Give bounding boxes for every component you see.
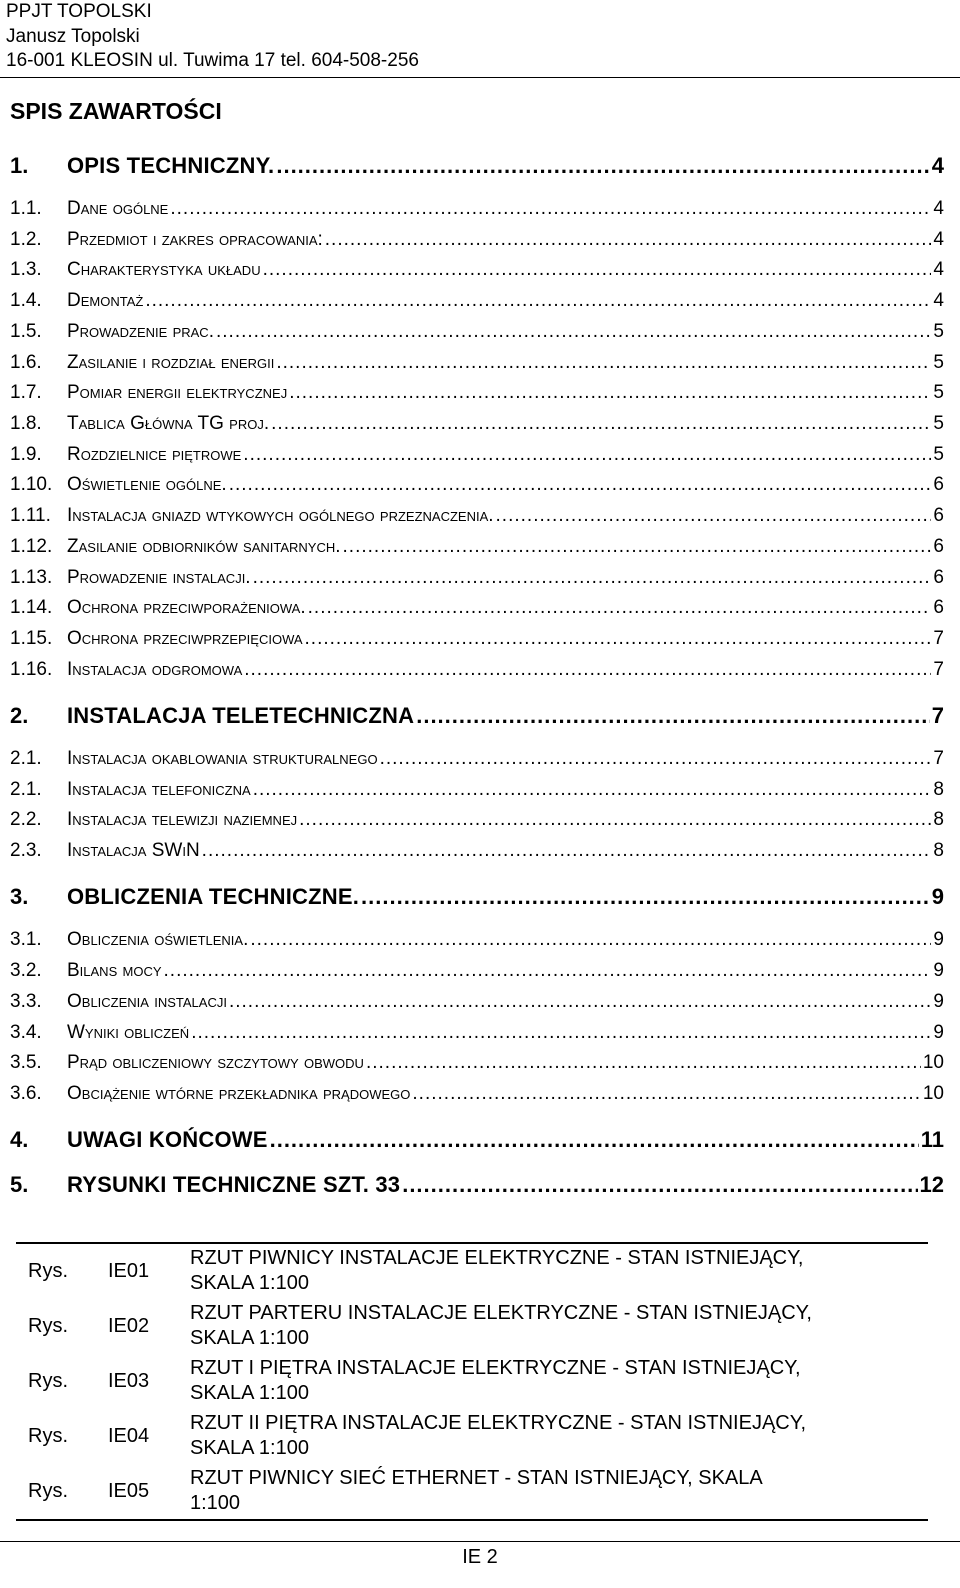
toc-leader-dots [250, 929, 931, 951]
toc-entry-number: 1.13. [10, 567, 53, 588]
toc-leader-dots [380, 748, 932, 770]
drawing-prefix: Rys. [16, 1464, 108, 1520]
toc-leader-dots [253, 567, 932, 589]
toc-entry-title: Ochrona przeciwporażeniowa. [67, 597, 306, 618]
toc-leader-dots [361, 884, 930, 910]
toc-entry[interactable] [10, 1022, 944, 1044]
toc-entry[interactable] [10, 703, 944, 729]
toc-entry-page: 9 [933, 960, 944, 981]
drawing-row [16, 1354, 928, 1409]
toc-entry[interactable] [10, 505, 944, 527]
toc-entry[interactable] [10, 991, 944, 1013]
toc-entry-title: Obciążenie wtórne przekładnika prądowego [67, 1083, 411, 1104]
drawing-row [16, 1243, 928, 1299]
company-address: 16-001 KLEOSIN ul. Tuwima 17 tel. 604-508-256 [6, 50, 419, 71]
toc-entry-page: 9 [933, 929, 944, 950]
toc-leader-dots [276, 352, 931, 374]
toc-entry-title: Przedmiot i zakres opracowania: [67, 229, 323, 250]
toc-entry-page: 4 [933, 290, 944, 311]
toc-entry-title: Instalacja odgromowa [67, 659, 243, 680]
toc-entry-page: 7 [933, 659, 944, 680]
toc-entry-page: 12 [919, 1172, 944, 1197]
toc-leader-dots [202, 840, 932, 862]
drawing-description [186, 1299, 928, 1354]
toc-entry[interactable] [10, 1083, 944, 1105]
drawing-prefix: Rys. [28, 1314, 68, 1337]
toc-entry-number: 1.9. [10, 444, 42, 465]
toc-entry-page: 4 [931, 153, 944, 178]
toc-entry[interactable] [10, 290, 944, 312]
toc-entry-page: 10 [922, 1083, 944, 1104]
toc-entry-number: 1.10. [10, 474, 53, 495]
toc-entry-number: 4. [10, 1127, 29, 1152]
toc-entry-title: Zasilanie odbiorników sanitarnych. [67, 536, 341, 557]
toc-entry[interactable] [10, 382, 944, 404]
toc-entry-title: Instalacja telewizji naziemnej [67, 809, 298, 830]
toc-leader-dots [276, 153, 929, 179]
drawing-row [16, 1299, 928, 1354]
toc-entry-number: 2.3. [10, 840, 42, 861]
drawings-list [16, 1242, 928, 1521]
company-name: PPJT TOPOLSKI [6, 1, 152, 22]
toc-entry-title: Wyniki obliczeń [67, 1022, 190, 1043]
toc-entry-title: INSTALACJA TELETECHNICZNA [67, 703, 415, 728]
toc-entry-title: Ochrona przeciwprzepięciowa [67, 628, 303, 649]
toc-entry[interactable] [10, 840, 944, 862]
owner-name: Janusz Topolski [6, 25, 140, 47]
toc-entry[interactable] [10, 352, 944, 374]
drawing-prefix: Rys. [16, 1243, 108, 1299]
toc-entry-page: 8 [933, 779, 944, 800]
toc-entry-page: 9 [933, 1022, 944, 1043]
footer-divider [0, 1541, 960, 1542]
toc-entry-page: 5 [933, 321, 944, 342]
toc-entry-number: 2.2. [10, 809, 42, 830]
toc-entry-page: 6 [933, 536, 944, 557]
toc-entry-number: 5. [10, 1172, 29, 1197]
toc-entry-number: 1. [10, 153, 29, 178]
drawing-prefix: Rys. [28, 1424, 68, 1447]
toc-entry[interactable] [10, 779, 944, 801]
toc-entry-number: 1.7. [10, 382, 42, 403]
drawing-description [186, 1409, 928, 1464]
toc-entry[interactable] [10, 474, 944, 496]
toc-entry-number: 3.2. [10, 960, 42, 981]
toc-entry-number: 1.4. [10, 290, 42, 311]
toc-entry-number: 1.5. [10, 321, 42, 342]
toc-entry-number: 2. [10, 703, 29, 728]
drawing-description-line2: SKALA 1:100 [190, 1327, 309, 1349]
toc-entry-page: 10 [922, 1052, 944, 1073]
toc-entry[interactable] [10, 567, 944, 589]
toc-leader-dots [164, 960, 932, 982]
toc-entry[interactable] [10, 929, 944, 951]
toc-entry[interactable] [10, 1172, 944, 1198]
toc-entry[interactable] [10, 960, 944, 982]
toc-entry-page: 5 [933, 352, 944, 373]
toc-entry[interactable] [10, 321, 944, 343]
toc-entry[interactable] [10, 597, 944, 619]
toc-entry-title: Prowadzenie prac. [67, 321, 214, 342]
toc-entry-title: Pomiar energii elektrycznej [67, 382, 288, 403]
toc-entry-title: UWAGI KOŃCOWE [67, 1127, 268, 1152]
drawing-description-line2: SKALA 1:100 [190, 1382, 309, 1404]
toc-leader-dots [216, 321, 931, 343]
drawing-row [16, 1409, 928, 1464]
toc-leader-dots [170, 198, 931, 220]
toc-entry-page: 4 [933, 198, 944, 219]
toc-entry-page: 9 [933, 991, 944, 1012]
toc-entry[interactable] [10, 748, 944, 770]
toc-entry-number: 1.14. [10, 597, 53, 618]
drawing-code: IE05 [108, 1464, 186, 1520]
toc-entry-page: 7 [933, 628, 944, 649]
toc-entry-number: 1.16. [10, 659, 53, 680]
toc-entry-page: 6 [933, 474, 944, 495]
toc-entry-page: 6 [933, 567, 944, 588]
drawing-description [186, 1464, 928, 1520]
toc-entry-title: Zasilanie i rozdział energii [67, 352, 275, 373]
toc-entry-number: 1.2. [10, 229, 42, 250]
toc-entry[interactable] [10, 198, 944, 220]
toc-leader-dots [496, 505, 932, 527]
drawing-description-line1: RZUT II PIĘTRA INSTALACJE ELEKTRYCZNE - STAN ISTNIEJĄCY, [190, 1412, 807, 1434]
toc-entry-page: 7 [931, 703, 944, 728]
toc-entry-title: Prowadzenie instalacji. [67, 567, 251, 588]
toc-leader-dots [289, 382, 931, 404]
toc-leader-dots [145, 290, 931, 312]
drawing-description-line1: RZUT PIWNICY SIEĆ ETHERNET - STAN ISTNIEJĄCY, SKALA [190, 1467, 763, 1489]
toc-entry-title: Rozdzielnice piętrowe [67, 444, 242, 465]
toc-entry-page: 6 [933, 505, 944, 526]
drawing-description [186, 1354, 928, 1409]
drawing-row [16, 1464, 928, 1520]
toc-entry[interactable] [10, 413, 944, 435]
toc-entry-title: Instalacja SWiN [67, 840, 200, 861]
toc-entry-title: Bilans mocy [67, 960, 162, 981]
toc-entry[interactable] [10, 536, 944, 558]
toc-entry-title: Tablica Główna TG proj. [67, 413, 270, 434]
toc-entry-title: Obliczenia oświetlenia. [67, 929, 249, 950]
toc-entry-number: 1.15. [10, 628, 53, 649]
toc-leader-dots [229, 991, 931, 1013]
toc-entry-page: 4 [933, 229, 944, 250]
toc-entry-title: RYSUNKI TECHNICZNE SZT. 33 [67, 1172, 401, 1197]
drawing-description-line1: RZUT I PIĘTRA INSTALACJE ELEKTRYCZNE - STAN ISTNIEJĄCY, [190, 1357, 801, 1379]
toc-entry-page: 4 [933, 259, 944, 280]
document-header [6, 0, 419, 74]
toc-entry-title: Instalacja okablowania strukturalnego [67, 748, 378, 769]
toc-entry-number: 1.12. [10, 536, 53, 557]
toc-entry[interactable] [10, 628, 944, 650]
toc-leader-dots [299, 809, 931, 831]
toc-entry-number: 1.6. [10, 352, 42, 373]
toc-entry-number: 3.3. [10, 991, 42, 1012]
toc-leader-dots [229, 474, 932, 496]
toc-entry-title: Obliczenia instalacji [67, 991, 227, 1012]
toc-entry-title: Demontaż [67, 290, 144, 311]
toc-entry-title: Oświetlenie ogólne. [67, 474, 227, 495]
toc-entry-page: 7 [933, 748, 944, 769]
toc-entry-title: Dane ogólne [67, 198, 169, 219]
toc-entry[interactable] [10, 884, 944, 910]
toc-entry-page: 6 [933, 597, 944, 618]
toc-entry[interactable] [10, 1127, 944, 1153]
toc-entry[interactable] [10, 153, 944, 179]
toc-entry-number: 3.5. [10, 1052, 42, 1073]
drawing-description-line2: SKALA 1:100 [190, 1437, 309, 1459]
toc-leader-dots [416, 703, 930, 729]
toc-entry-title: OPIS TECHNICZNY. [67, 153, 275, 178]
toc-leader-dots [271, 413, 931, 435]
toc-leader-dots [366, 1052, 921, 1074]
toc-leader-dots [343, 536, 932, 558]
toc-entry[interactable] [10, 1052, 944, 1074]
toc-leader-dots [243, 444, 931, 466]
toc-entry-title: Charakterystyka układu [67, 259, 261, 280]
toc-leader-dots [305, 628, 932, 650]
toc-entry[interactable] [10, 229, 944, 251]
toc-entry-title: OBLICZENIA TECHNICZNE. [67, 884, 360, 909]
drawing-description-line2: 1:100 [190, 1492, 241, 1514]
toc-entry-page: 11 [920, 1127, 944, 1152]
header-divider [0, 77, 960, 78]
drawing-description-line2: SKALA 1:100 [190, 1272, 309, 1294]
toc-entry[interactable] [10, 444, 944, 466]
drawing-prefix: Rys. [28, 1369, 68, 1392]
toc-entry-title: Instalacja gniazd wtykowych ogólnego przeznaczenia. [67, 505, 494, 526]
drawing-description-line1: RZUT PIWNICY INSTALACJE ELEKTRYCZNE - STAN ISTNIEJĄCY, [190, 1247, 804, 1269]
toc-entry-number: 3. [10, 884, 29, 909]
toc-entry-number: 3.1. [10, 929, 42, 950]
toc-leader-dots [270, 1127, 919, 1153]
toc-entry[interactable] [10, 259, 944, 281]
toc-entry-number: 1.8. [10, 413, 42, 434]
toc-leader-dots [191, 1022, 931, 1044]
toc-leader-dots [244, 659, 931, 681]
toc-entry-title: Prąd obliczeniowy szczytowy obwodu [67, 1052, 364, 1073]
toc-title: SPIS ZAWARTOŚCI [10, 98, 222, 124]
toc-entry-number: 3.6. [10, 1083, 42, 1104]
toc-entry-number: 1.3. [10, 259, 42, 280]
drawing-code: IE03 [108, 1369, 150, 1392]
toc-entry-page: 9 [931, 884, 944, 909]
toc-entry-page: 5 [933, 413, 944, 434]
toc-entry-page: 8 [933, 840, 944, 861]
toc-leader-dots [308, 597, 932, 619]
toc-entry-number: 1.11. [10, 505, 51, 526]
drawing-code: IE02 [108, 1314, 150, 1337]
toc-entry-number: 1.1. [10, 198, 42, 219]
toc-entry[interactable] [10, 659, 944, 681]
toc-leader-dots [325, 229, 932, 251]
page-footer: IE 2 [462, 1546, 498, 1568]
drawing-description [186, 1243, 928, 1299]
toc-entry-number: 3.4. [10, 1022, 42, 1043]
toc-entry-number: 2.1. [10, 779, 42, 800]
toc-entry[interactable] [10, 809, 944, 831]
toc-entry-page: 5 [933, 382, 944, 403]
drawing-description-line1: RZUT PARTERU INSTALACJE ELEKTRYCZNE - STAN ISTNIEJĄCY, [190, 1302, 812, 1324]
drawing-code: IE04 [108, 1424, 150, 1447]
toc-leader-dots [263, 259, 932, 281]
toc-entry-page: 5 [933, 444, 944, 465]
drawing-code: IE01 [108, 1243, 186, 1299]
toc-leader-dots [253, 779, 932, 801]
toc-leader-dots [412, 1083, 920, 1105]
toc-entry-page: 8 [933, 809, 944, 830]
toc-entry-title: Instalacja telefoniczna [67, 779, 251, 800]
toc-leader-dots [402, 1172, 917, 1198]
toc-entry-number: 2.1. [10, 748, 42, 769]
